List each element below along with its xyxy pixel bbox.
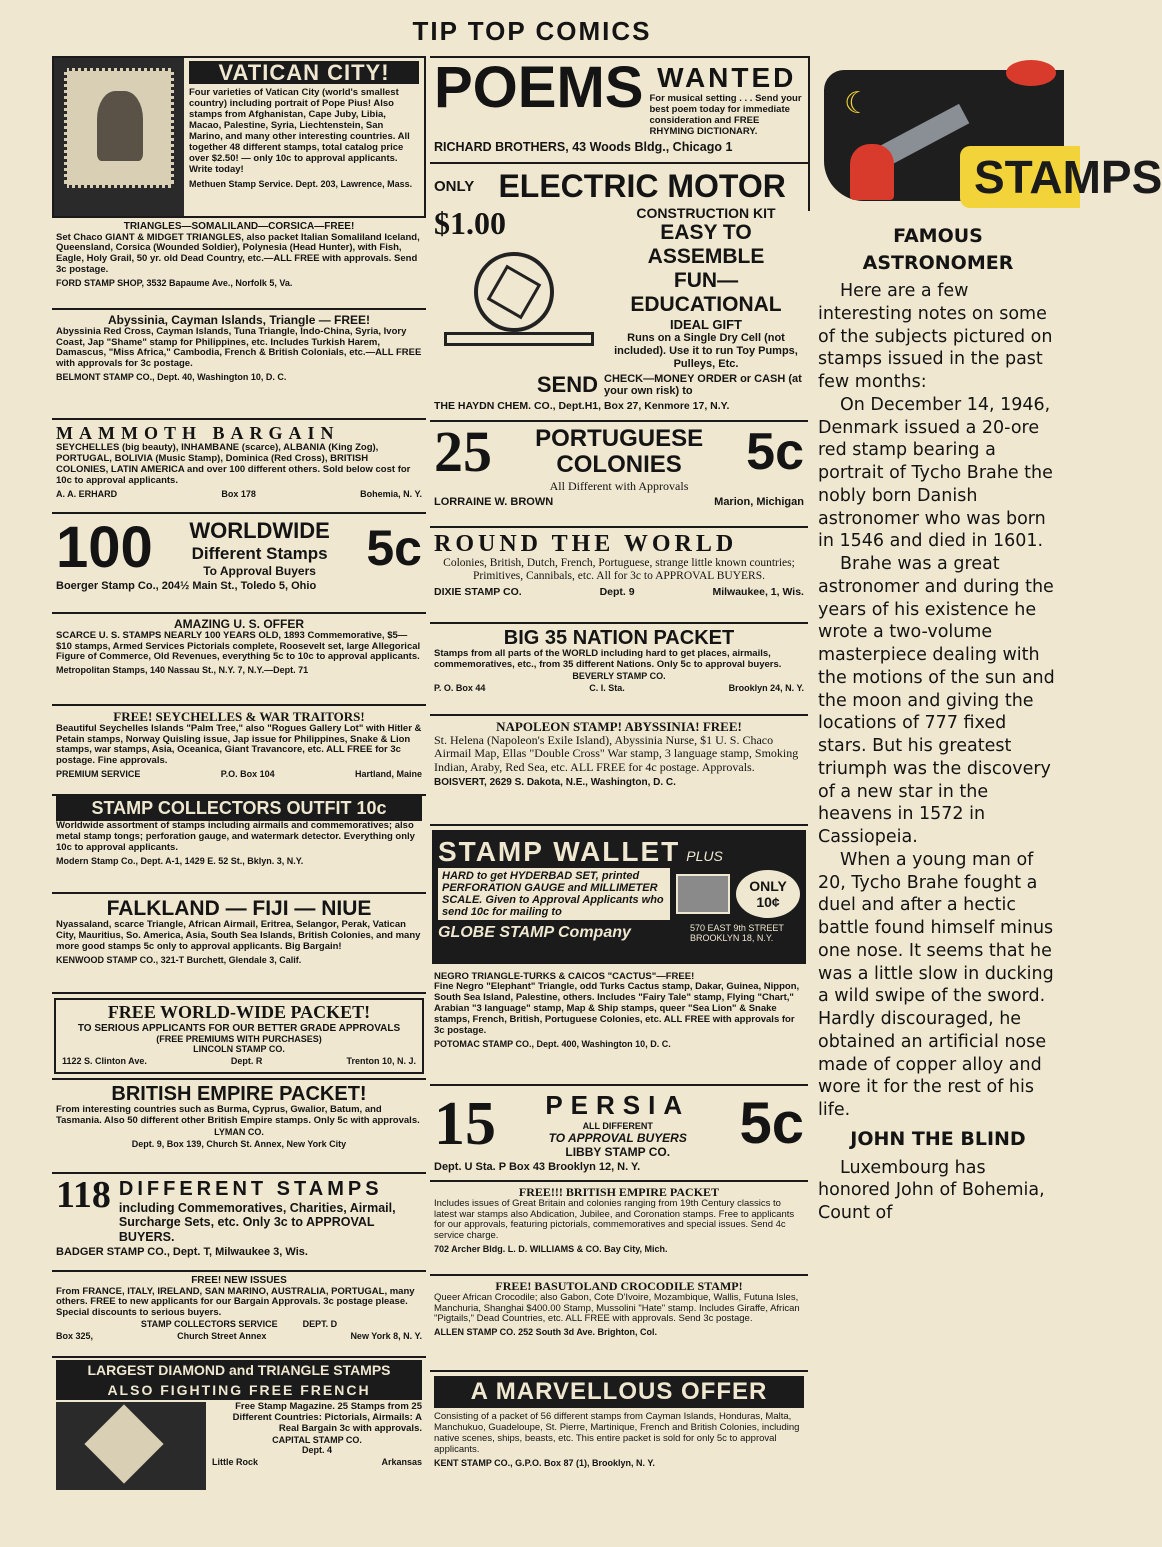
ad-title: TRIANGLES—SOMALILAND—CORSICA—FREE!	[123, 221, 355, 232]
ad-portuguese-colonies	[430, 419, 808, 528]
ad-address: RICHARD BROTHERS, 43 Woods Bldg., Chicago 1	[434, 139, 733, 154]
ad-body: Four varieties of Vatican City (world's smallest country) including portrait of Pope Pius! Also stamps from Afghanistan, Cape Juby, Libia, Macao, Palestine, Syria, Liechtenstein, San Marino, and many other interesting countries. All together 48 different stamps, total catalog price over $2.50! — only 10c to approval applicants. Write today!	[189, 87, 410, 175]
ad-stamp-wallet	[432, 830, 806, 964]
ad-worldwide-100	[52, 514, 426, 614]
ad-line: (FREE PREMIUMS WITH PURCHASES)	[156, 1034, 322, 1044]
ad-title: LARGEST DIAMOND and TRIANGLE STAMPS	[56, 1360, 422, 1380]
ad-body: Queer African Crocodile; also Gabon, Cote D'Ivoire, Mozambique, Wallis, Futuna Isles, Manchuria, Shanghai $400.00 Stamp, Mussolini "Hate" stamp. Includes Giraffe, African "Pigtails," Dead Countries, etc. ALL FREE with approvals. Send 3c postage.	[434, 1291, 800, 1325]
article-heading: JOHN THE BLIND	[850, 1127, 1026, 1150]
ad-body: St. Helena (Napoleon's Exile Island), Abyssinia Nurse, $1 U. S. Chaco Airmail Map, Ellas "Double Cross" War stamp, 3 language stamp, Smoking Indian, Araby, Red Sea, etc. ALL FREE for 4c postage. Approvals.	[434, 732, 799, 775]
ad-title: DIFFERENT STAMPS	[118, 1178, 383, 1200]
ad-price: ONLY 10¢	[736, 870, 800, 918]
ad-body: For musical setting . . . Send your best poem today for immediate consideration and FREE RHYMING DICTIONARY.	[649, 93, 802, 137]
ad-address: FORD STAMP SHOP, 3532 Bapaume Ave., Norfolk 5, Va.	[56, 278, 293, 289]
ad-annex: Church Street Annex	[177, 1331, 267, 1342]
ad-address: THE HAYDN CHEM. CO., Dept.H1, Box 27, Kenmore 17, N.Y.	[434, 399, 730, 412]
ad-free-british-empire-packet	[430, 1182, 808, 1276]
article-paragraph: On December 14, 1946, Denmark issued a 20-ore red stamp bearing a portrait of Tycho Brahe the nobly born Danish astronomer who was born in 1546 and died in 1601.	[818, 394, 1053, 552]
ad-body: Nyassaland, scarce Triangle, African Airmail, Eritrea, Selangor, Perak, Vatican City, Mauritius, So. America, Asia, South Sea Islands, British Colonies, and many more good stamps 5c only to approval applicants. Big Bargain!	[56, 919, 421, 952]
ad-body: Worldwide assortment of stamps including airmails and commemoratives; also metal stamp tongs; perforation gauge, and watermark detector. Everything only 10c to approval applicants.	[56, 820, 415, 853]
ad-title: FREE! NEW ISSUES	[191, 1275, 287, 1286]
ad-city: Marion, Michigan	[714, 495, 804, 508]
ad-subtitle: CONSTRUCTION KIT	[636, 205, 776, 221]
ad-subtitle: WANTED	[657, 62, 797, 93]
ad-company: LINCOLN STAMP CO.	[193, 1044, 285, 1054]
ad-dept: Dept. 9	[599, 585, 635, 598]
ad-big-35-nation-packet	[430, 624, 808, 716]
stamps-banner-illustration	[808, 56, 1162, 211]
ad-amazing-us-offer	[52, 614, 426, 706]
ad-title: NEGRO TRIANGLE-TURKS & CAICOS "CACTUS"—FREE!	[434, 971, 695, 982]
ad-title: VATICAN CITY!	[189, 61, 419, 84]
ad-company: BEVERLY STAMP CO.	[572, 670, 666, 681]
ad-address: Methuen Stamp Service. Dept. 203, Lawrence, Mass.	[189, 179, 413, 190]
ad-line: ALL DIFFERENT	[582, 1121, 653, 1131]
ad-title: BRITISH EMPIRE PACKET!	[111, 1083, 367, 1105]
ad-title: FALKLAND — FIJI — NIUE	[106, 897, 372, 920]
rocket-icon	[1006, 60, 1056, 86]
ad-city: Hartland, Maine	[354, 769, 422, 780]
ad-body: SCARCE U. S. STAMPS NEARLY 100 YEARS OLD, 1893 Commemorative, $5—$10 stamps, Armed Services Pictorials complete, Roosevelt set, large Allegorical Figure of Commerce, Old Revenues, everything 5c to 10c to approval applicants.	[56, 629, 421, 663]
ad-city: Trenton 10, N. J.	[346, 1056, 416, 1066]
ad-city: Little Rock	[212, 1456, 259, 1467]
left-ad-column	[52, 56, 426, 1508]
ad-persia	[430, 1086, 808, 1182]
ad-address: BELMONT STAMP CO., Dept. 40, Washington 10, D. C.	[56, 372, 287, 383]
ad-only: ONLY	[434, 178, 475, 195]
ad-city: Milwaukee, 1, Wis.	[712, 585, 804, 598]
ad-body: Free Stamp Magazine. 25 Stamps from 25 Different Countries: Pictorials, Airmails: A Real Bargain 3c with approvals.	[232, 1401, 422, 1434]
ad-tagline: IDEAL GIFT	[670, 317, 742, 332]
ad-body: Stamps from all parts of the WORLD including hard to get places, airmails, commemoratives, etc., from 35 different Nations. Only 5c to approval buyers.	[434, 648, 782, 670]
article-paragraph: Brahe was a great astronomer and during the years of his existence he wrote a two-volume masterpiece dealing with the motions of the sun and the moon and giving the locations of 777 fixed stars. But his greatest triumph was the discovery of a new star in the heavens in 1572 in Cassiopeia.	[818, 554, 1055, 848]
ad-title: ELECTRIC MOTOR	[498, 168, 786, 204]
ad-body: Set Chaco GIANT & MIDGET TRIANGLES, also packet Italian Somaliland Iceland, Queensland, Corsica (Wounded Soldier), Polynesia (Head Hunter), with Fish, Eagle, Holy Grail, 50 yr. old Dead Country, etc.—ALL FREE with approvals. Send 3c postage.	[56, 231, 420, 276]
ad-title: FREE! SEYCHELLES & WAR TRAITORS!	[113, 709, 365, 724]
ad-address: BOISVERT, 2629 S. Dakota, N.E., Washington, D. C.	[434, 777, 676, 789]
ad-station: C. I. Sta.	[589, 682, 625, 693]
ad-title: WORLDWIDE	[189, 518, 330, 543]
ad-poems-wanted	[430, 56, 808, 164]
ad-company: DIXIE STAMP CO.	[434, 585, 522, 598]
ad-body: SEYCHELLES (big beauty), INHAMBANE (scarce), ALBANIA (King Zog), PORTUGAL, BOLIVIA (Music Stamp), Dominica (Red Cross), BRITISH COLONIES, LATIN AMERICA and over 100 different others. Sold below cost for 10c to approval applicants.	[56, 441, 411, 486]
ad-company: LORRAINE W. BROWN	[434, 495, 554, 508]
ad-title: POEMS	[434, 55, 644, 120]
ad-vatican-city	[52, 56, 426, 218]
ad-number: 118	[56, 1174, 111, 1216]
ad-address: Boerger Stamp Co., 204½ Main St., Toledo 5, Ohio	[56, 580, 317, 592]
ad-address: 702 Archer Bldg. L. D. WILLIAMS & CO. Bay City, Mich.	[434, 1244, 668, 1255]
ad-118-different-stamps	[52, 1174, 426, 1272]
ad-address: 570 EAST 9th STREET BROOKLYN 18, N.Y.	[690, 923, 784, 943]
ad-falkland-fiji-niue	[52, 894, 426, 994]
banner-title: STAMPS	[974, 151, 1162, 203]
ad-body: From interesting countries such as Burma, Cyprus, Gwalior, Batum, and Tasmania. Also 50 different other British Empire stamps. Only 5c with approvals.	[56, 1104, 420, 1126]
ad-box: P.O. Box 104	[220, 769, 275, 780]
ad-number: 25	[434, 419, 492, 485]
diamond-stamp-illustration	[56, 1402, 206, 1490]
ad-address: Dept. 9, Box 139, Church St. Annex, New York City	[131, 1138, 347, 1149]
ad-feature: FUN—EDUCATIONAL	[630, 269, 782, 316]
ad-dept: Dept. 4	[301, 1444, 332, 1455]
ad-round-the-world	[430, 528, 808, 624]
ad-title: NAPOLEON STAMP! ABYSSINIA! FREE!	[496, 719, 742, 734]
ad-abyssinia	[52, 310, 426, 420]
ad-address: KENT STAMP CO., G.P.O. Box 87 (1), Brooklyn, N. Y.	[434, 1457, 655, 1468]
ad-body: From FRANCE, ITALY, IRELAND, SAN MARINO, AUSTRALIA, PORTUGAL, many others. FREE to new applicants for our Bargain Approvals. 3c postage please. Special discounts to serious buyers.	[56, 1285, 415, 1319]
ad-title: MAMMOTH BARGAIN	[56, 423, 340, 443]
ad-body: Consisting of a packet of 56 different stamps from Cayman Islands, Honduras, Malta, Manchukuo, Guadeloupe, St. Pierre, Martinique, French and British Colonies, including native scenes, ships, beasts, etc. This entire packet is sold for only 5c to approval applicants.	[434, 1411, 800, 1455]
article-paragraph: Luxembourg has honored John of Bohemia, Count of	[818, 1157, 1045, 1224]
ad-electric-motor	[430, 164, 808, 422]
ad-company: STAMP COLLECTORS SERVICE DEPT. D	[140, 1319, 338, 1330]
ad-company: A. A. ERHARD	[56, 488, 118, 499]
ad-feature: EASY TO ASSEMBLE	[647, 221, 765, 268]
ad-street: 1122 S. Clinton Ave.	[62, 1056, 147, 1066]
ad-title: FREE!!! BRITISH EMPIRE PACKET	[518, 1185, 720, 1199]
ad-negro-triangle	[430, 968, 808, 1086]
ad-british-empire-packet	[52, 1080, 426, 1174]
ad-body: Runs on a Single Dry Cell (not included). Use it to run Toy Pumps, Pulleys, Etc.	[614, 332, 798, 371]
ad-city: Bohemia, N. Y.	[360, 488, 422, 499]
ad-state: Arkansas	[381, 1456, 422, 1467]
ad-body: Abyssinia Red Cross, Cayman Islands, Tuna Triangle, Indo-China, Syria, Ivory Coast, Jap "Shame" stamp for Philippines, etc. Includes Turkish Harem, Damascus, "Miss Africa," Cambodia, French & British Colonials, etc.—ALL FREE with approvals for 3c postage.	[56, 325, 422, 370]
ad-number: 100	[56, 514, 153, 580]
article-paragraph: When a young man of 20, Tycho Brahe fought a duel and after a hectic battle found himself minus one nose. It seems that he was a little slow in ducking a wild swipe of the sword. Hardly discouraged, he obtained an artificial nose made of copper alloy and wore it for the rest of his life.	[818, 849, 1054, 1121]
motor-kit-illustration	[444, 242, 594, 352]
ad-number: 15	[434, 1089, 496, 1158]
ad-mammoth-bargain	[52, 420, 426, 514]
ad-title: STAMP WALLET	[438, 836, 681, 867]
ad-send: SEND	[536, 371, 598, 397]
ad-company: PREMIUM SERVICE	[56, 769, 141, 780]
ad-address: Dept. U Sta. P Box 43 Brooklyn 12, N. Y.	[434, 1161, 641, 1173]
ad-new-issues	[52, 1272, 426, 1358]
ad-body: including Commemoratives, Charities, Airmail, Surcharge Sets, etc. Only 3c to APPROVAL BUYERS.	[118, 1201, 396, 1244]
ad-body: Fine Negro "Elephant" Triangle, odd Turks Cactus stamp, Dakar, Guinea, Nippon, South Sea Island, Palestine, others. Includes "Fairy Tale" stamp, Flying "Chart," Arabian "3 language" stamp, Map & Ship stamps, queer "Sea Lion" & Snake stamps, French, British, Portuguese Colonies, etc. ALL FREE with approvals for 3c postage.	[434, 980, 800, 1036]
ad-title: FREE WORLD-WIDE PACKET!	[107, 1002, 371, 1022]
ad-basutoland-crocodile	[430, 1276, 808, 1372]
ad-tagline: To Approval Buyers	[203, 564, 316, 578]
ad-title: PORTUGUESE COLONIES	[535, 425, 704, 479]
page-header: TIP TOP COMICS	[412, 16, 652, 46]
ad-title: PERSIA	[545, 1090, 691, 1120]
ad-subtitle: All Different with Approvals	[549, 478, 689, 493]
ad-address: POTOMAC STAMP CO., Dept. 400, Washington 10, D. C.	[434, 1038, 671, 1049]
ad-address: KENWOOD STAMP CO., 321-T Burchett, Glendale 3, Calif.	[56, 954, 302, 965]
ad-title: ROUND THE WORLD	[434, 531, 738, 557]
ad-company: LIBBY STAMP CO.	[565, 1145, 671, 1159]
moon-icon: ☾	[844, 87, 871, 120]
ad-line: TO SERIOUS APPLICANTS FOR OUR BETTER GRADE APPROVALS	[77, 1023, 401, 1034]
ad-city: New York 8, N. Y.	[350, 1331, 422, 1342]
ad-body: Colonies, British, Dutch, French, Portuguese, strange little known countries; Primitives, Cannibals, etc. All for 3c to APPROVAL BUYERS.	[443, 557, 795, 583]
ad-marvellous-offer	[430, 1372, 808, 1502]
ad-price: 5c	[746, 422, 804, 481]
ad-body: HARD to get HYDERBAD SET, printed PERFORATION GAUGE and MILLIMETER SCALE. Given to Approval Applicants who send 10c for mailing to	[438, 868, 670, 920]
ad-plus: PLUS	[686, 848, 723, 864]
pope-stamp-illustration	[54, 58, 184, 216]
ad-seychelles	[52, 706, 426, 796]
ad-dept: Dept. R	[230, 1056, 263, 1066]
ad-address: Metropolitan Stamps, 140 Nassau St., N.Y. 7, N.Y.—Dept. 71	[56, 665, 309, 676]
wallet-illustration	[676, 874, 730, 914]
ad-box: P. O. Box 44	[434, 682, 486, 693]
middle-ad-column	[430, 56, 808, 1508]
ad-title: AMAZING U. S. OFFER	[174, 617, 304, 631]
ad-largest-diamond	[52, 1358, 426, 1498]
ad-company: GLOBE STAMP Company	[438, 924, 631, 941]
ad-body: Includes issues of Great Britain and colonies ranging from 19th Century classics to latest war stamps also Abdication, Jubilee, and Coronation stamps. Free to applicants for our approvals, featuring pictorials, commemoratives and special issues. Send 4c service charge.	[434, 1197, 795, 1242]
ad-napoleon-stamp	[430, 716, 808, 826]
ad-box: Box 178	[221, 488, 256, 499]
article-paragraph: Here are a few interesting notes on some of the subjects pictured on stamps issued in the past few months:	[818, 281, 1053, 393]
ad-address: Modern Stamp Co., Dept. A-1, 1429 E. 52 St., Bklyn. 3, N.Y.	[56, 855, 304, 866]
astronomer-figure	[850, 144, 894, 200]
ad-triangles	[52, 218, 426, 310]
ad-title: A MARVELLOUS OFFER	[434, 1376, 804, 1408]
stamp-article-column	[808, 56, 1162, 1508]
ad-title: BIG 35 NATION PACKET	[503, 627, 735, 649]
ad-title: FREE! BASUTOLAND CROCODILE STAMP!	[495, 1279, 743, 1293]
ad-collectors-outfit	[52, 796, 426, 894]
ad-company: CAPITAL STAMP CO.	[272, 1434, 362, 1445]
ad-title: STAMP COLLECTORS OUTFIT 10c	[56, 796, 422, 821]
ad-company: LYMAN CO.	[214, 1126, 264, 1137]
ad-body: Beautiful Seychelles Islands "Palm Tree," also "Rogues Gallery Lot" with Hitler & Petain stamps, Norway Quisling issue, Jap issue for Philippines, Snake & Lion stamps, war stamps, Asia, Oceanica, Giant Travancore, etc. ALL FREE for 3c postage. Fine approvals.	[56, 722, 422, 767]
ad-line: TO APPROVAL BUYERS	[548, 1131, 687, 1145]
article-heading: FAMOUS ASTRONOMER	[862, 225, 1014, 274]
article-body	[808, 211, 1064, 1225]
ad-city: Brooklyn 24, N. Y.	[728, 682, 804, 693]
ad-address: ALLEN STAMP CO. 252 South 3d Ave. Brighton, Col.	[434, 1327, 658, 1338]
ad-price: 5c	[366, 519, 422, 576]
ad-subtitle: ALSO FIGHTING FREE FRENCH	[56, 1380, 422, 1400]
ad-title: Abyssinia, Cayman Islands, Triangle — FREE!	[107, 313, 371, 327]
ad-free-world-wide-packet	[52, 994, 426, 1080]
ad-address: BADGER STAMP CO., Dept. T, Milwaukee 3, Wis.	[56, 1246, 308, 1259]
ad-price: $1.00	[434, 205, 506, 241]
ad-subtitle: Different Stamps	[191, 544, 328, 563]
ad-price: 5c	[739, 1091, 804, 1157]
ad-box: Box 325,	[56, 1331, 94, 1342]
ad-payment: CHECK—MONEY ORDER or CASH (at your own risk) to	[604, 372, 802, 397]
